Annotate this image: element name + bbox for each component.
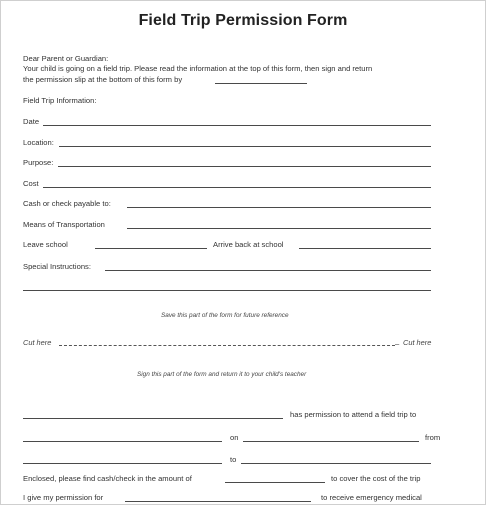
cut-here-left: Cut here — [23, 338, 52, 347]
payable-line[interactable] — [127, 207, 431, 208]
to-time-line[interactable] — [241, 463, 431, 464]
payable-label: Cash or check payable to: — [23, 199, 111, 208]
amount-line[interactable] — [225, 482, 325, 483]
return-by-date-line[interactable] — [215, 83, 307, 84]
student-name-line[interactable] — [23, 418, 283, 419]
leave-school-line[interactable] — [95, 248, 207, 249]
cut-dash-mark: – — [395, 339, 400, 348]
on-label: on — [230, 433, 239, 442]
purpose-label: Purpose: — [23, 158, 54, 167]
arrive-back-line[interactable] — [299, 248, 431, 249]
leave-school-label: Leave school — [23, 240, 68, 249]
cost-line[interactable] — [43, 187, 431, 188]
save-note: Save this part of the form for future reference — [161, 312, 289, 319]
child-name-line[interactable] — [125, 501, 311, 502]
sign-note: Sign this part of the form and return it to your child's teacher — [137, 371, 307, 378]
special-instructions-line[interactable] — [105, 270, 431, 271]
trip-date-line[interactable] — [243, 441, 419, 442]
cut-line — [59, 345, 395, 346]
location-line[interactable] — [59, 146, 431, 147]
transport-line[interactable] — [127, 228, 431, 229]
cut-here-right: Cut here — [403, 338, 432, 347]
section-heading-info: Field Trip Information: — [23, 96, 97, 105]
to-label: to — [230, 455, 237, 464]
permission-text: has permission to attend a field trip to — [290, 410, 417, 419]
purpose-line[interactable] — [58, 166, 431, 167]
date-label: Date — [23, 117, 40, 126]
form-title: Field Trip Permission Form — [138, 12, 348, 29]
from-label: from — [425, 433, 441, 442]
special-instructions-line-2[interactable] — [23, 290, 431, 291]
date-line[interactable] — [43, 125, 431, 126]
trip-destination-line[interactable] — [23, 441, 222, 442]
cover-cost-text: to cover the cost of the trip — [331, 474, 421, 483]
transport-label: Means of Transportation — [23, 220, 105, 229]
cost-label: Cost — [23, 179, 39, 188]
enclosed-text: Enclosed, please find cash/check in the amount of — [23, 474, 192, 483]
intro-line-2: the permission slip at the bottom of this form by — [23, 75, 183, 84]
special-instructions-label: Special Instructions: — [23, 262, 91, 271]
from-time-line[interactable] — [23, 463, 222, 464]
location-label: Location: — [23, 138, 54, 147]
give-permission-text: I give my permission for — [23, 493, 104, 502]
arrive-back-label: Arrive back at school — [213, 240, 284, 249]
emergency-text: to receive emergency medical — [321, 493, 422, 502]
greeting-text: Dear Parent or Guardian: — [23, 54, 109, 63]
intro-line-1: Your child is going on a field trip. Please read the information at the top of this form, then sign and return — [23, 64, 373, 73]
